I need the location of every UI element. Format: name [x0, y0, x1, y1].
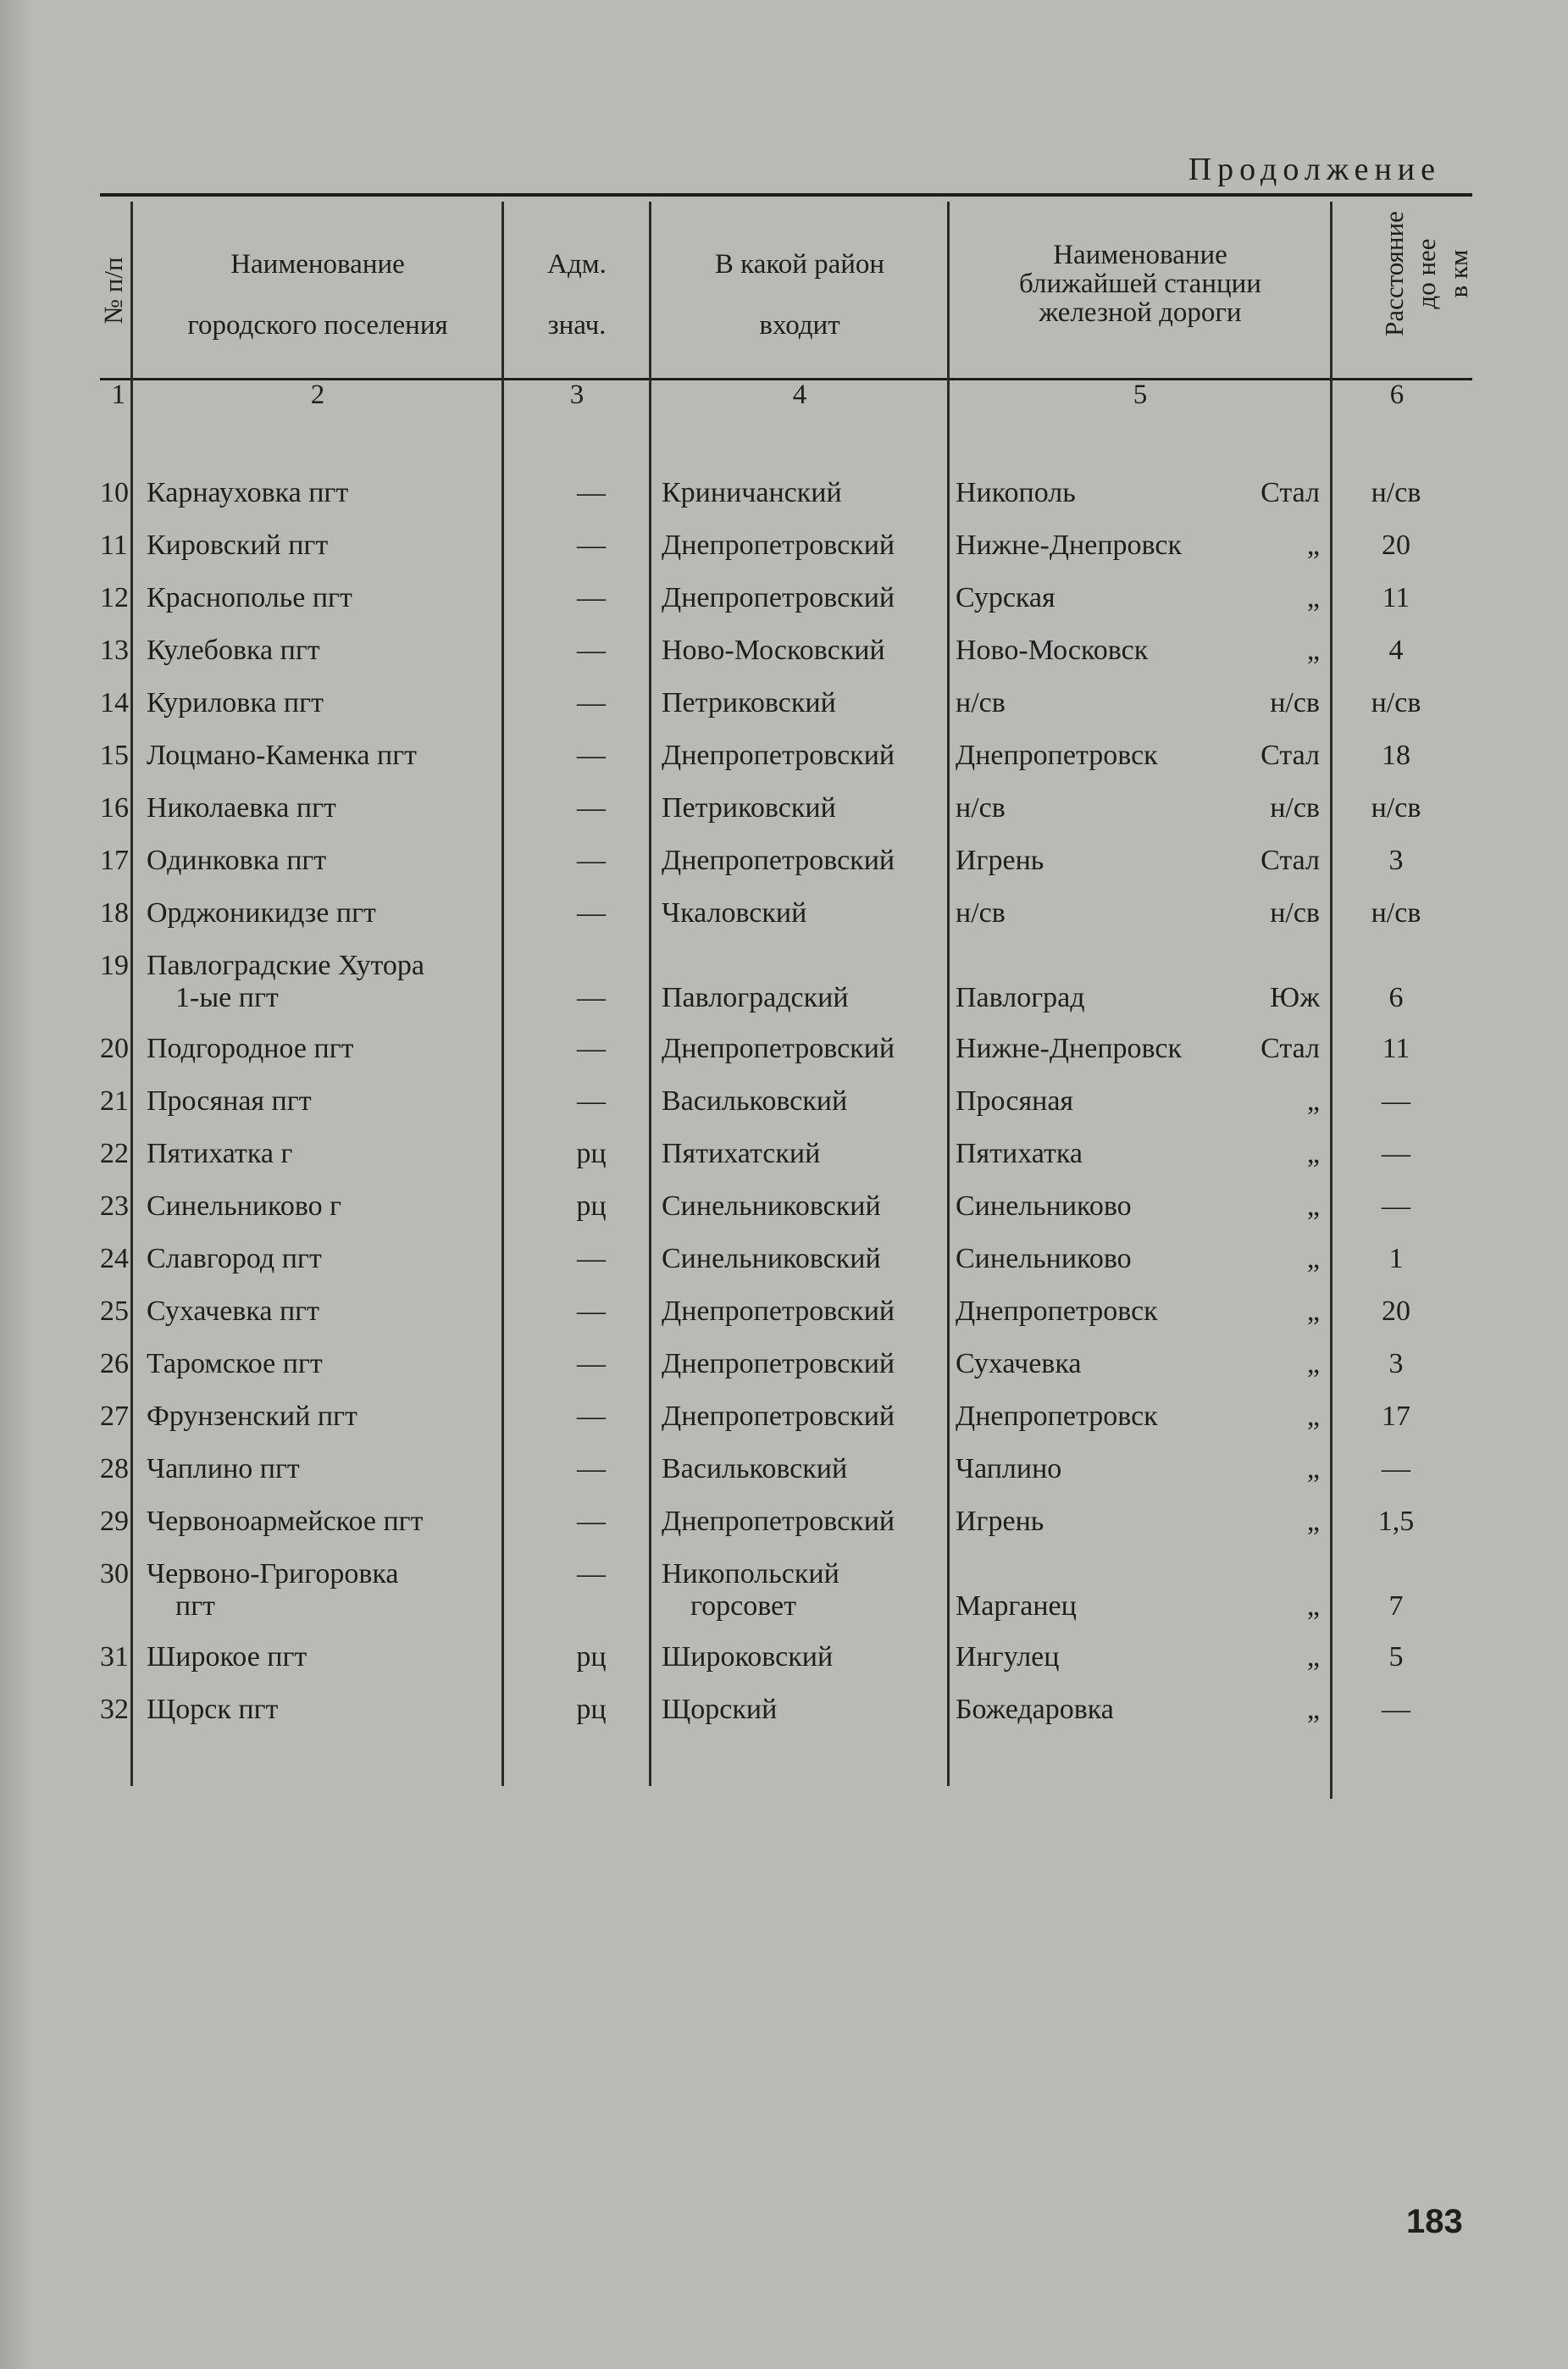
distance: 20 [1382, 530, 1410, 561]
distance: 18 [1382, 740, 1410, 771]
station: Ново-Московск [956, 635, 1149, 666]
adm-status: — [577, 477, 606, 508]
table-row [100, 1506, 1472, 1558]
settlement-name-line2: пгт [175, 1590, 215, 1622]
table-row [100, 1453, 1472, 1506]
page-number: 183 [1406, 2203, 1463, 2240]
distance: 4 [1388, 635, 1404, 666]
station: н/св [956, 792, 1006, 824]
railway: „ [1306, 1453, 1320, 1484]
distance: 1,5 [1377, 1506, 1415, 1537]
row-number: 14 [100, 687, 129, 718]
district: Днепропетровский [662, 1295, 895, 1327]
railway: „ [1306, 1694, 1320, 1725]
railway: „ [1306, 1295, 1320, 1327]
row-number: 21 [100, 1085, 129, 1117]
adm-status: — [577, 1401, 606, 1432]
adm-status: — [577, 792, 606, 824]
row-number: 17 [100, 845, 129, 876]
settlement-name: Сухачевка пгт [147, 1295, 319, 1327]
district-line1: Никопольский [662, 1558, 839, 1590]
distance: 7 [1388, 1590, 1404, 1622]
station: Павлоград [956, 982, 1085, 1013]
adm-status: — [577, 845, 606, 876]
adm-status: — [577, 1085, 606, 1117]
district: Синельниковский [662, 1243, 881, 1274]
station: Днепропетровск [956, 1401, 1158, 1432]
railway: Юж [1270, 982, 1320, 1013]
settlement-name: Широкое пгт [147, 1641, 308, 1673]
row-number: 30 [100, 1558, 129, 1590]
station: Божедаровка [956, 1694, 1114, 1725]
header-station-line2: ближайшей станции [1019, 269, 1261, 299]
district: Широковский [662, 1641, 834, 1673]
table-row [100, 582, 1472, 635]
district: Днепропетровский [662, 582, 895, 613]
row-number: 22 [100, 1138, 129, 1169]
station: Сухачевка [956, 1348, 1082, 1379]
adm-status: — [577, 740, 606, 771]
distance: — [1382, 1694, 1410, 1725]
continuation-label: Продолжение [1188, 152, 1441, 187]
railway: н/св [1270, 687, 1320, 718]
table-row [100, 1641, 1472, 1694]
table-row [100, 1085, 1472, 1138]
settlements-table [100, 193, 1472, 1790]
header-district-line2: входит [759, 310, 840, 341]
row-number: 11 [100, 530, 128, 561]
settlement-name: Щорск пгт [147, 1694, 279, 1725]
header-station-line1: Наименование [1053, 240, 1227, 270]
row-number: 31 [100, 1641, 129, 1673]
station: Синельниково [956, 1243, 1132, 1274]
adm-status: рц [576, 1138, 607, 1169]
station: Просяная [956, 1085, 1074, 1117]
header-distance-line3: в км [1443, 249, 1473, 298]
header-settlement-name-line2: городского поселения [187, 310, 448, 341]
district: Павлоградский [662, 982, 849, 1013]
row-number: 28 [100, 1453, 129, 1484]
column-number-3: 3 [569, 380, 585, 410]
header-station-line3: железной дороги [1039, 297, 1242, 328]
header-settlement-name-line1: Наименование [230, 249, 405, 280]
station: Чаплино [956, 1453, 1062, 1484]
railway: „ [1306, 1243, 1320, 1274]
railway: н/св [1270, 897, 1320, 929]
station: н/св [956, 687, 1006, 718]
district: Днепропетровский [662, 530, 895, 561]
table-top-rule [100, 193, 1472, 197]
column-number-6: 6 [1389, 380, 1405, 410]
table-row [100, 635, 1472, 687]
station: Пятихатка [956, 1138, 1083, 1169]
row-number: 10 [100, 477, 129, 508]
distance: — [1382, 1138, 1410, 1169]
header-station [950, 229, 1330, 339]
settlement-name: Лоцмано-Каменка пгт [147, 740, 418, 771]
row-number: 29 [100, 1506, 129, 1537]
table-row [100, 1243, 1472, 1295]
settlement-name [147, 950, 502, 1014]
distance: н/св [1371, 897, 1421, 929]
settlement-name: Подгородное пгт [147, 1033, 354, 1064]
settlement-name: Николаевка пгт [147, 792, 336, 824]
distance: 1 [1388, 1243, 1404, 1274]
settlement-name: Фрунзенский пгт [147, 1401, 357, 1432]
adm-status: — [577, 1295, 606, 1327]
settlement-name: Славгород пгт [147, 1243, 322, 1274]
settlement-name-line1: Червоно-Григоровка [147, 1558, 399, 1590]
distance: 5 [1388, 1641, 1404, 1673]
station: Ингулец [956, 1641, 1060, 1673]
row-number: 32 [100, 1694, 129, 1725]
header-number: № п/п [98, 257, 128, 325]
settlement-name: Куриловка пгт [147, 687, 324, 718]
table-row [100, 477, 1472, 530]
settlement-name: Кулебовка пгт [147, 635, 320, 666]
table-row [100, 792, 1472, 845]
header-adm-status [505, 236, 649, 354]
railway: „ [1306, 1348, 1320, 1379]
railway: „ [1306, 1590, 1320, 1622]
station: Сурская [956, 582, 1055, 613]
adm-status: — [577, 1033, 606, 1064]
station: Днепропетровск [956, 1295, 1158, 1327]
district: Днепропетровский [662, 1401, 895, 1432]
district-line2: горсовет [690, 1590, 796, 1622]
adm-status: — [577, 582, 606, 613]
railway: „ [1306, 530, 1320, 561]
row-number: 23 [100, 1190, 129, 1222]
railway: Стал [1260, 477, 1320, 508]
adm-status: — [577, 1558, 606, 1590]
distance: 11 [1382, 1033, 1410, 1064]
station: Синельниково [956, 1190, 1132, 1222]
station: Днепропетровск [956, 740, 1158, 771]
station: Игрень [956, 1506, 1044, 1537]
adm-status: — [577, 1348, 606, 1379]
settlement-name: Червоноармейское пгт [147, 1506, 424, 1537]
table-row [100, 740, 1472, 792]
distance: н/св [1371, 792, 1421, 824]
row-number: 20 [100, 1033, 129, 1064]
table-row [100, 1348, 1472, 1401]
row-number: 12 [100, 582, 129, 613]
column-number-5: 5 [1133, 380, 1148, 410]
railway: „ [1306, 1506, 1320, 1537]
table-body [100, 477, 1472, 1746]
header-district [652, 236, 947, 354]
adm-status: — [577, 897, 606, 929]
adm-status: — [577, 687, 606, 718]
distance: 3 [1388, 1348, 1404, 1379]
table-row [100, 1138, 1472, 1190]
adm-status: — [577, 1453, 606, 1484]
district: Петриковский [662, 792, 836, 824]
page-edge-shadow [0, 0, 32, 2369]
district: Криничанский [662, 477, 842, 508]
row-number: 19 [100, 950, 129, 981]
table-row [100, 1694, 1472, 1746]
table-row [100, 1558, 1472, 1641]
adm-status: рц [576, 1694, 607, 1725]
adm-status: — [577, 635, 606, 666]
railway: „ [1306, 1190, 1320, 1222]
station: Нижне-Днепровск [956, 530, 1182, 561]
settlement-name [147, 1558, 502, 1623]
column-number-1: 1 [111, 380, 125, 410]
table-row [100, 530, 1472, 582]
railway: Стал [1260, 1033, 1320, 1064]
settlement-name: Таромское пгт [147, 1348, 323, 1379]
district: Днепропетровский [662, 845, 895, 876]
distance: — [1382, 1453, 1410, 1484]
district: Ново-Московский [662, 635, 885, 666]
adm-status: — [577, 530, 606, 561]
settlement-name: Карнауховка пгт [147, 477, 349, 508]
column-number-4: 4 [792, 380, 807, 410]
adm-status: рц [576, 1641, 607, 1673]
distance: н/св [1371, 477, 1421, 508]
adm-status: — [577, 1506, 606, 1537]
railway: „ [1306, 1641, 1320, 1673]
row-number: 16 [100, 792, 129, 824]
station: Никополь [956, 477, 1076, 508]
adm-status: — [577, 982, 606, 1013]
table-row [100, 1295, 1472, 1348]
railway: „ [1306, 635, 1320, 666]
district: Васильковский [662, 1085, 848, 1117]
station: Нижне-Днепровск [956, 1033, 1182, 1064]
distance: — [1382, 1085, 1410, 1117]
district: Щорский [662, 1694, 778, 1725]
district: Петриковский [662, 687, 836, 718]
table-row [100, 897, 1472, 950]
district: Днепропетровский [662, 740, 895, 771]
station: Марганец [956, 1590, 1077, 1622]
header-distance-line2: до нее [1411, 238, 1441, 309]
railway: „ [1306, 1085, 1320, 1117]
adm-status: рц [576, 1190, 607, 1222]
district: Днепропетровский [662, 1348, 895, 1379]
settlement-name: Просяная пгт [147, 1085, 312, 1117]
station: Игрень [956, 845, 1044, 876]
settlement-name: Чаплино пгт [147, 1453, 300, 1484]
railway: Стал [1260, 845, 1320, 876]
header-settlement-name [134, 236, 501, 354]
distance: 6 [1388, 982, 1404, 1013]
settlement-name: Краснополье пгт [147, 582, 352, 613]
settlement-name: Одинковка пгт [147, 845, 327, 876]
settlement-name: Пятихатка г [147, 1138, 293, 1169]
settlement-name: Орджоникидзе пгт [147, 897, 376, 929]
railway: Стал [1260, 740, 1320, 771]
header-adm-status-line1: Адм. [547, 249, 607, 280]
table-row [100, 845, 1472, 897]
district [662, 1558, 950, 1623]
distance: — [1382, 1190, 1410, 1222]
settlement-name: Кировский пгт [147, 530, 329, 561]
header-adm-status-line2: знач. [547, 310, 607, 341]
station: н/св [956, 897, 1006, 929]
district: Пятихатский [662, 1138, 821, 1169]
header-district-line1: В какой район [714, 249, 885, 280]
header-distance-line1: Расстояние [1379, 211, 1409, 336]
row-number: 27 [100, 1401, 129, 1432]
district: Днепропетровский [662, 1033, 895, 1064]
row-number: 25 [100, 1295, 129, 1327]
column-number-2: 2 [310, 380, 325, 410]
railway: „ [1306, 582, 1320, 613]
distance: 17 [1382, 1401, 1410, 1432]
district: Чкаловский [662, 897, 807, 929]
distance: н/св [1371, 687, 1421, 718]
row-number: 18 [100, 897, 129, 929]
railway: н/св [1270, 792, 1320, 824]
distance: 3 [1388, 845, 1404, 876]
row-number: 26 [100, 1348, 129, 1379]
table-row [100, 950, 1472, 1033]
adm-status: — [577, 1243, 606, 1274]
row-number: 15 [100, 740, 129, 771]
settlement-name-line1: Павлоградские Хутора [147, 950, 425, 981]
district: Васильковский [662, 1453, 848, 1484]
row-number: 24 [100, 1243, 129, 1274]
table-row [100, 1033, 1472, 1085]
district: Синельниковский [662, 1190, 881, 1222]
settlement-name: Синельниково г [147, 1190, 342, 1222]
row-number: 13 [100, 635, 129, 666]
table-row [100, 1190, 1472, 1243]
railway: „ [1306, 1138, 1320, 1169]
table-row [100, 1401, 1472, 1453]
distance: 11 [1382, 582, 1410, 613]
settlement-name-line2: 1-ые пгт [175, 982, 279, 1013]
distance: 20 [1382, 1295, 1410, 1327]
railway: „ [1306, 1401, 1320, 1432]
district: Днепропетровский [662, 1506, 895, 1537]
table-row [100, 687, 1472, 740]
